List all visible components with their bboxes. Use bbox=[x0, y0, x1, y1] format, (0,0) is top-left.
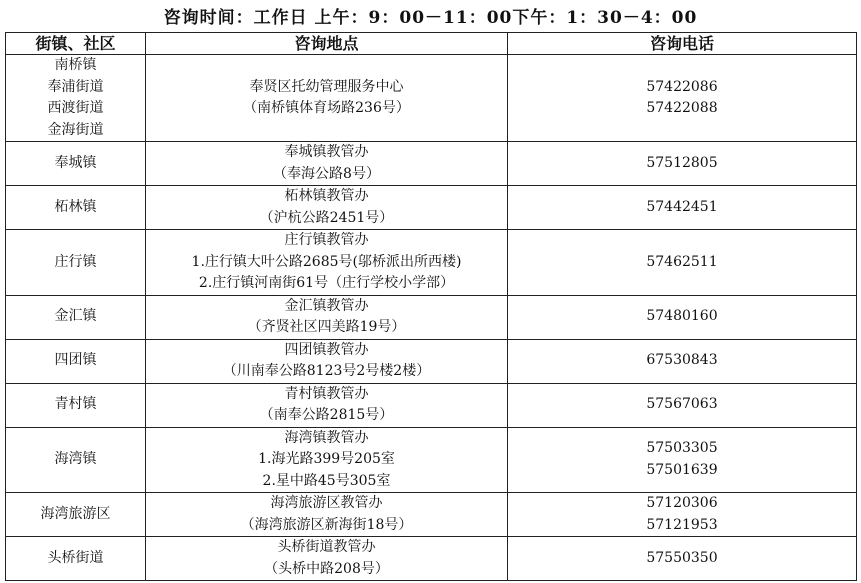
location-cell bbox=[146, 493, 508, 537]
location-line: 海湾镇教管办 bbox=[284, 429, 369, 446]
table-row bbox=[6, 142, 857, 186]
phone-line: 57121953 bbox=[646, 516, 718, 533]
location-cell bbox=[146, 383, 508, 427]
location-cell bbox=[146, 537, 508, 581]
consultation-hours-title: 咨询时间：工作日 上午：9：00－11：00下午：1：30－4：00 bbox=[163, 8, 698, 28]
table-row bbox=[6, 427, 857, 493]
consultation-table bbox=[5, 32, 857, 581]
area-line: 南桥镇 bbox=[54, 57, 97, 73]
phone-line: 57567063 bbox=[646, 396, 718, 413]
area-cell bbox=[6, 55, 146, 142]
area-cell bbox=[6, 339, 146, 383]
phone-line: 57442451 bbox=[646, 198, 718, 215]
area-cell bbox=[6, 427, 146, 493]
area-line: 海湾旅游区 bbox=[40, 505, 111, 522]
area-cell bbox=[6, 142, 146, 186]
area-line: 西渡街道 bbox=[47, 100, 104, 116]
area-line: 头桥街道 bbox=[47, 549, 104, 566]
phone-line: 57480160 bbox=[646, 308, 718, 325]
location-line: 庄行镇教管办 bbox=[284, 232, 369, 248]
phone-line: 57422086 bbox=[646, 78, 718, 95]
phone-cell bbox=[508, 142, 857, 186]
location-cell bbox=[146, 427, 508, 493]
location-line: 柘林镇教管办 bbox=[284, 188, 369, 204]
location-line: 海湾旅游区教管办 bbox=[270, 495, 383, 511]
location-line: 青村镇教管办 bbox=[284, 385, 369, 402]
area-line: 奉城镇 bbox=[54, 154, 97, 171]
area-line: 金海街道 bbox=[47, 121, 104, 138]
location-line: 四团镇教管办 bbox=[284, 341, 369, 358]
table-row bbox=[6, 339, 857, 383]
phone-line: 57512805 bbox=[646, 154, 718, 171]
area-line: 四团镇 bbox=[54, 352, 97, 369]
area-line: 海湾镇 bbox=[54, 451, 97, 467]
phone-cell bbox=[508, 55, 857, 142]
area-cell bbox=[6, 186, 146, 230]
area-cell bbox=[6, 295, 146, 339]
area-line: 金汇镇 bbox=[54, 308, 97, 325]
location-cell bbox=[146, 295, 508, 339]
table-row bbox=[6, 383, 857, 427]
phone-cell bbox=[508, 186, 857, 230]
location-line: 1.庄行镇大叶公路2685号(邬桥派出所西楼) bbox=[191, 253, 462, 270]
location-cell bbox=[146, 142, 508, 186]
phone-line: 57120306 bbox=[646, 495, 718, 511]
table-row bbox=[6, 295, 857, 339]
header-area: 街镇、社区 bbox=[6, 33, 146, 55]
phone-line: 57422088 bbox=[646, 100, 718, 116]
phone-line: 67530843 bbox=[646, 352, 718, 369]
location-line: （海湾旅游区新海街18号） bbox=[240, 516, 413, 533]
area-line: 柘林镇 bbox=[54, 198, 97, 215]
phone-cell bbox=[508, 230, 857, 296]
location-line: 金汇镇教管办 bbox=[284, 297, 369, 314]
table-row bbox=[6, 537, 857, 581]
header-phone: 咨询电话 bbox=[508, 33, 857, 55]
table-header-row bbox=[6, 33, 857, 55]
location-line: （南桥镇体育场路236号） bbox=[243, 100, 410, 116]
phone-line: 57550350 bbox=[646, 549, 718, 566]
table-row bbox=[6, 55, 857, 142]
phone-cell bbox=[508, 295, 857, 339]
area-line: 青村镇 bbox=[54, 396, 97, 413]
header-location: 咨询地点 bbox=[146, 33, 508, 55]
area-line: 庄行镇 bbox=[54, 253, 97, 270]
phone-cell bbox=[508, 339, 857, 383]
table-body bbox=[6, 55, 857, 581]
location-line: 2.庄行镇河南街61号（庄行学校小学部） bbox=[198, 275, 455, 291]
area-cell bbox=[6, 383, 146, 427]
phone-line: 57501639 bbox=[646, 461, 718, 478]
location-line: （头桥中路208号） bbox=[264, 560, 389, 577]
location-line: （沪杭公路2451号） bbox=[259, 209, 394, 226]
table-row bbox=[6, 230, 857, 296]
location-line: （奉海公路8号） bbox=[273, 165, 380, 182]
location-line: 奉城镇教管办 bbox=[284, 144, 369, 160]
area-cell bbox=[6, 493, 146, 537]
table-row bbox=[6, 186, 857, 230]
location-line: （南奉公路2815号） bbox=[259, 407, 394, 423]
area-cell bbox=[6, 230, 146, 296]
area-cell bbox=[6, 537, 146, 581]
location-line: 奉贤区托幼管理服务中心 bbox=[249, 78, 404, 95]
phone-line: 57503305 bbox=[646, 440, 718, 457]
location-cell bbox=[146, 55, 508, 142]
location-line: （齐贤社区四美路19号） bbox=[247, 319, 406, 335]
phone-cell bbox=[508, 383, 857, 427]
phone-cell bbox=[508, 493, 857, 537]
location-cell bbox=[146, 339, 508, 383]
phone-cell bbox=[508, 537, 857, 581]
phone-cell bbox=[508, 427, 857, 493]
phone-line: 57462511 bbox=[646, 253, 718, 270]
location-cell bbox=[146, 230, 508, 296]
location-line: （川南奉公路8123号2号楼2楼） bbox=[222, 363, 431, 379]
area-line: 奉浦街道 bbox=[47, 78, 104, 95]
location-line: 头桥街道教管办 bbox=[277, 539, 376, 555]
table-row bbox=[6, 493, 857, 537]
location-line: 2.星中路45号305室 bbox=[262, 472, 391, 489]
location-cell bbox=[146, 186, 508, 230]
location-line: 1.海光路399号205室 bbox=[258, 451, 395, 467]
